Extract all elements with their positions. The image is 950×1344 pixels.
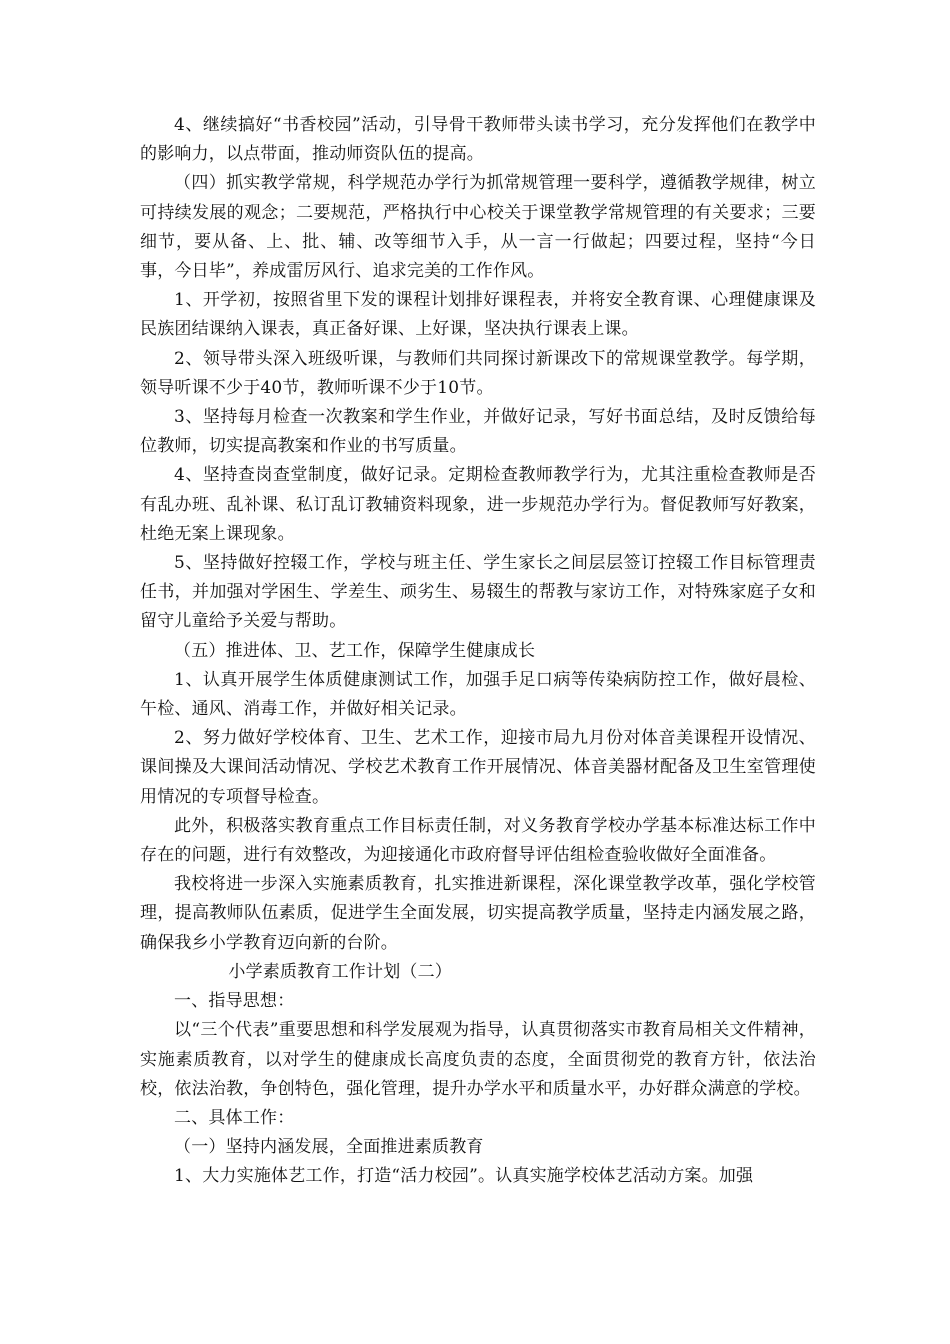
paragraph-health-testing: 1、认真开展学生体质健康测试工作，加强手足口病等传染病防控工作，做好晨检、午检、通风、消毒工作，并做好相关记录。 <box>140 669 816 720</box>
paragraph-lesson-observation: 2、领导带头深入班级听课，与教师们共同探讨新课改下的常规课堂教学。每学期，领导听课不少于40节，教师听课不少于10节。 <box>140 348 816 398</box>
paragraph-arts-sports: 2、努力做好学校体育、卫生、艺术工作，迎接市局九月份对体音美课程开设情况、课间操及大课间活动情况、学校艺术教育工作开展情况、体音美器材配备及卫生室管理使用情况的专项督导检查。 <box>140 728 816 807</box>
paragraph-guiding-thought: 以“三个代表”重要思想和科学发展观为指导，认真贯彻落实市教育局相关文件精神，实施素质教育，以对学生的健康成长高度负责的态度，全面贯彻党的教育方针，依法治校，依法治教，争创特色，强化管理，提升办学水平和质量水平，办好群众满意的学校。 <box>140 1020 816 1099</box>
document-body <box>140 111 816 1192</box>
paragraph-dropout-control: 5、坚持做好控辍工作，学校与班主任、学生家长之间层层签订控辍工作目标管理责任书，并加强对学困生、学差生、顽劣生、易辍生的帮教与家访工作，对特殊家庭子女和留守儿童给予关爱与帮助。 <box>140 553 816 632</box>
paragraph-homework-check: 3、坚持每月检查一次教案和学生作业，并做好记录，写好书面总结，及时反馈给每位教师，切实提高教案和作业的书写质量。 <box>140 407 816 457</box>
paragraph-conclusion: 我校将进一步深入实施素质教育，扎实推进新课程，深化课堂教学改革，强化学校管理，提高教师队伍素质，促进学生全面发展，切实提高教学质量，坚持走内涵发展之路，确保我乡小学教育迈向新的台阶。 <box>140 874 816 953</box>
paragraph-attendance-check: 4、坚持查岗查堂制度，做好记录。定期检查教师教学行为，尤其注重检查教师是否有乱办班、乱补课、私订乱订教辅资料现象，进一步规范办学行为。督促教师写好教案，杜绝无案上课现象。 <box>140 465 816 544</box>
paragraph-vitality-campus: 1、大力实施体艺工作，打造“活力校园”。认真实施学校体艺活动方案。加强 <box>174 1166 754 1187</box>
section-heading-guiding-thought: 一、指导思想： <box>174 991 295 1012</box>
section-heading-health: （五）推进体、卫、艺工作，保障学生健康成长 <box>174 640 536 661</box>
paragraph-teaching-routine: （四）抓实教学常规，科学规范办学行为抓常规管理一要科学，遵循教学规律，树立可持续发展的观念；二要规范，严格执行中心校关于课堂教学常规管理的有关要求；三要细节，要从备、上、批、辅、改等细节入手，从一言一行做起；四要过程，坚持“今日事，今日毕”，养成雷厉风行、追求完美的工作作风。 <box>140 173 816 282</box>
paragraph-course-schedule: 1、开学初，按照省里下发的课程计划排好课程表，并将安全教育课、心理健康课及民族团结课纳入课表，真正备好课、上好课，坚决执行课表上课。 <box>140 290 816 340</box>
paragraph-responsibility: 此外，积极落实教育重点工作目标责任制，对义务教育学校办学基本标准达标工作中存在的问题，进行有效整改，为迎接通化市政府督导评估组检查验收做好全面准备。 <box>140 815 816 866</box>
paragraph-reading-campus: 4、继续搞好“书香校园”活动，引导骨干教师带头读书学习，充分发挥他们在教学中的影响力，以点带面，推动师资队伍的提高。 <box>140 115 816 165</box>
subsection-heading-quality-education: （一）坚持内涵发展，全面推进素质教育 <box>174 1137 484 1158</box>
section-heading-specific-work: 二、具体工作： <box>174 1107 295 1128</box>
document-subtitle: 小学素质教育工作计划（二） <box>228 961 452 982</box>
